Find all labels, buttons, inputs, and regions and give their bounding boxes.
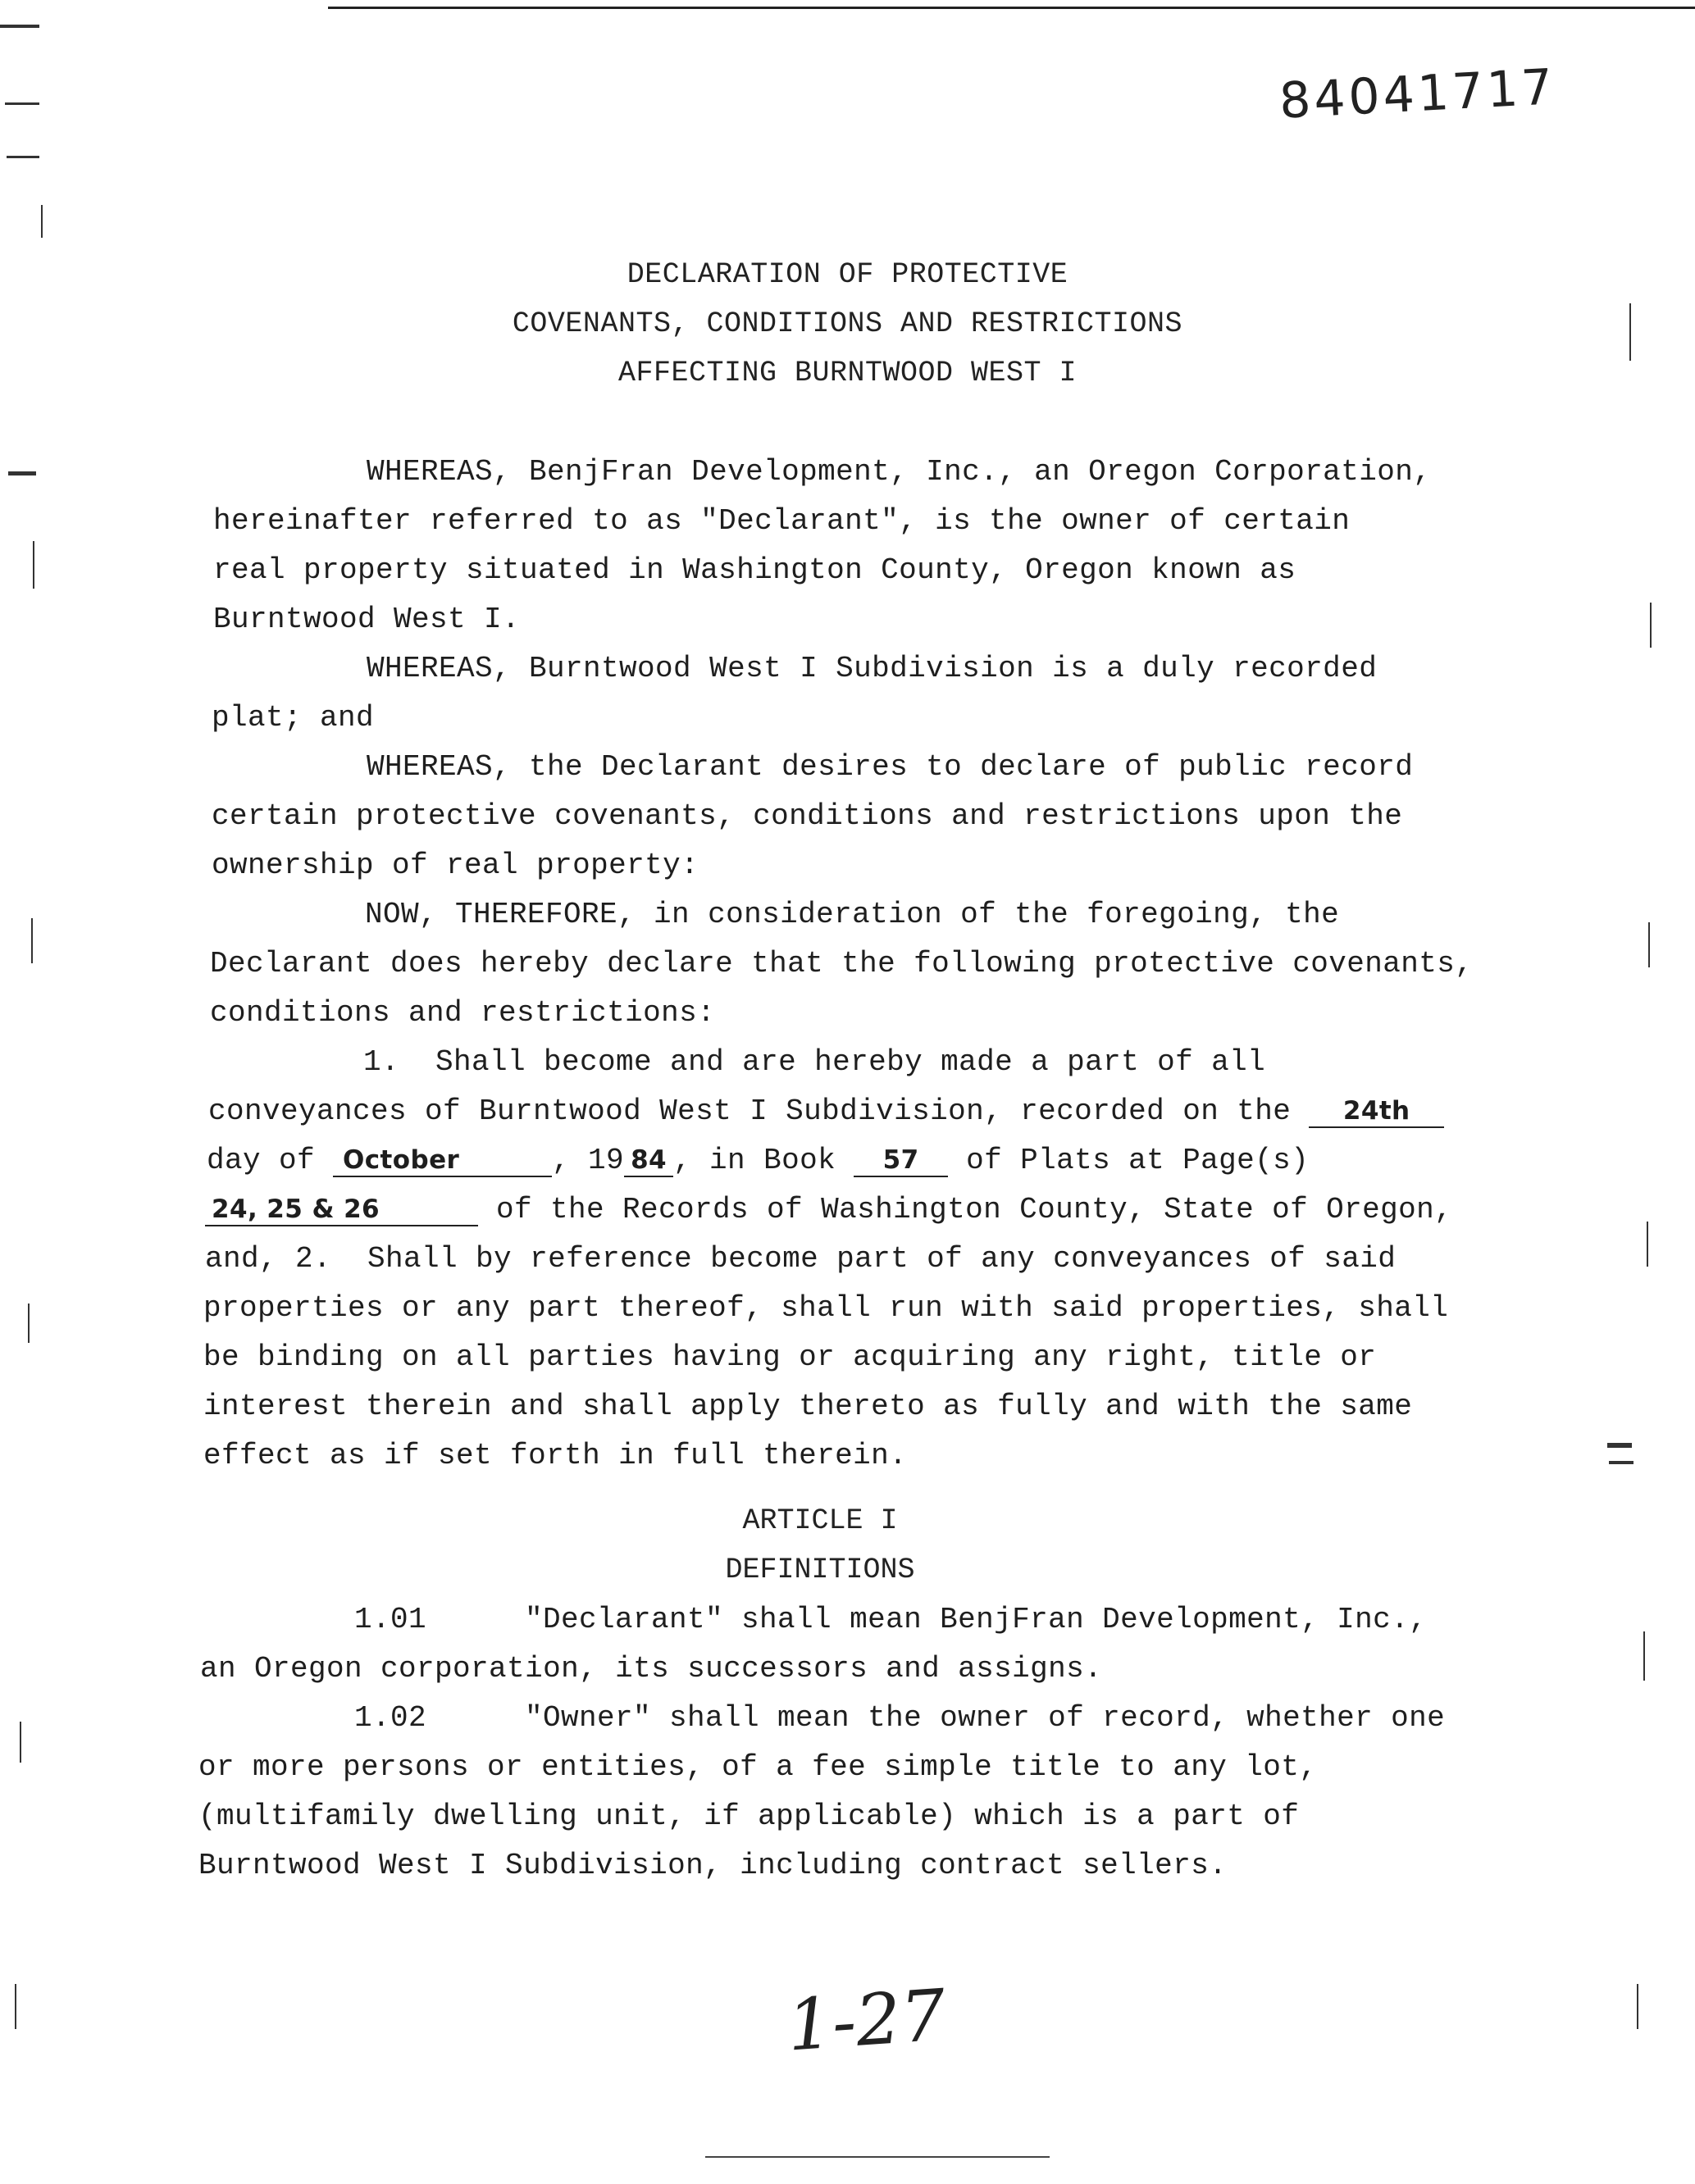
- bottom-rule: [705, 2156, 1050, 2158]
- def-1-02-line-2: or more persons or entities, of a fee simple title to any lot,: [198, 1750, 1318, 1784]
- scan-mark: [1650, 603, 1652, 648]
- document-number: 84041717: [1278, 58, 1557, 130]
- year-prefix-text: , 19: [552, 1144, 625, 1177]
- scan-mark: [1637, 1984, 1638, 2029]
- scan-mark: [0, 25, 39, 28]
- whereas-3-line-2: certain protective covenants, conditions and restrictions upon the: [212, 799, 1403, 833]
- scan-mark: [1609, 1461, 1633, 1464]
- now-therefore-line-1: NOW, THEREFORE, in consideration of the foregoing, the: [365, 898, 1340, 931]
- item-1-line-1: 1. Shall become and are hereby made a part of all: [363, 1045, 1266, 1079]
- item-1-line-9: effect as if set forth in full therein.: [203, 1439, 908, 1472]
- recorded-day-field: 24th: [1309, 1095, 1444, 1128]
- whereas-2-line-2: plat; and: [212, 701, 375, 735]
- def-1-02-line-4: Burntwood West I Subdivision, including contract sellers.: [198, 1849, 1228, 1882]
- def-1-02-line-3: (multifamily dwelling unit, if applicable) which is a part of: [198, 1800, 1300, 1833]
- def-1-01-number: 1.01: [354, 1603, 427, 1636]
- def-1-02-number: 1.02: [354, 1701, 427, 1735]
- scan-mark: [1643, 1631, 1645, 1681]
- now-therefore-line-2: Declarant does hereby declare that the following protective covenants,: [210, 947, 1474, 981]
- book-number-field: 57: [854, 1144, 948, 1177]
- records-text: of the Records of Washington County, State of Oregon,: [478, 1193, 1453, 1226]
- top-rule: [328, 7, 1695, 9]
- scan-mark: [31, 918, 33, 963]
- scan-mark: [15, 1984, 16, 2029]
- scan-mark: [7, 156, 39, 158]
- item-1-line-7: be binding on all parties having or acquiring any right, title or: [203, 1340, 1377, 1374]
- item-1-line-8: interest therein and shall apply thereto as fully and with the same: [203, 1390, 1413, 1423]
- item-1-line-2: [208, 1094, 1444, 1128]
- scan-mark: [33, 541, 34, 589]
- whereas-2-line-1: WHEREAS, Burntwood West I Subdivision is a duly recorded: [367, 652, 1378, 685]
- now-therefore-line-3: conditions and restrictions:: [210, 996, 716, 1030]
- scan-mark: [8, 471, 36, 475]
- in-book-text: , in Book: [673, 1144, 854, 1177]
- whereas-3-line-3: ownership of real property:: [212, 849, 699, 882]
- recorded-month-field: October: [333, 1144, 552, 1177]
- def-1-01-line-1: "Declarant" shall mean BenjFran Development, Inc.,: [525, 1603, 1428, 1636]
- article-title: DEFINITIONS: [725, 1554, 915, 1586]
- item-1-line-3: [207, 1144, 1309, 1177]
- item-1-line-6: properties or any part thereof, shall run with said properties, shall: [203, 1291, 1449, 1325]
- scan-mark: [20, 1722, 21, 1763]
- def-1-02-line-1: "Owner" shall mean the owner of record, whether one: [525, 1701, 1446, 1735]
- whereas-1-line-4: Burntwood West I.: [213, 603, 521, 636]
- title-line-1: DECLARATION OF PROTECTIVE: [627, 258, 1068, 291]
- scan-mark: [1647, 1222, 1648, 1267]
- plats-page-text: of Plats at Page(s): [948, 1144, 1310, 1177]
- scan-mark: [41, 205, 43, 238]
- recorded-year-field: 84: [624, 1144, 673, 1177]
- scan-mark: [1607, 1443, 1632, 1448]
- item-1-line-5: and, 2. Shall by reference become part of any conveyances of said: [205, 1242, 1397, 1276]
- whereas-3-line-1: WHEREAS, the Declarant desires to declare of public record: [367, 750, 1414, 784]
- article-number: ARTICLE I: [742, 1504, 898, 1537]
- scan-mark: [1648, 922, 1650, 967]
- scan-mark: [28, 1304, 30, 1343]
- title-line-3: AFFECTING BURNTWOOD WEST I: [617, 357, 1078, 389]
- scan-mark: [5, 102, 39, 105]
- item-1-line-2-text: conveyances of Burntwood West I Subdivision, recorded on the: [208, 1094, 1310, 1128]
- def-1-01-line-2: an Oregon corporation, its successors and assigns.: [200, 1652, 1103, 1686]
- day-of-text: day of: [207, 1144, 334, 1177]
- whereas-1-line-2: hereinafter referred to as "Declarant", is the owner of certain: [213, 504, 1351, 538]
- pages-field: 24, 25 & 26: [205, 1194, 478, 1226]
- whereas-1-line-1: WHEREAS, BenjFran Development, Inc., an Oregon Corporation,: [367, 455, 1432, 489]
- whereas-1-line-3: real property situated in Washington County, Oregon known as: [213, 553, 1296, 587]
- title-line-2: COVENANTS, CONDITIONS AND RESTRICTIONS: [512, 307, 1183, 340]
- page-number: 1-27: [784, 1974, 949, 2068]
- item-1-line-4: [205, 1193, 1452, 1226]
